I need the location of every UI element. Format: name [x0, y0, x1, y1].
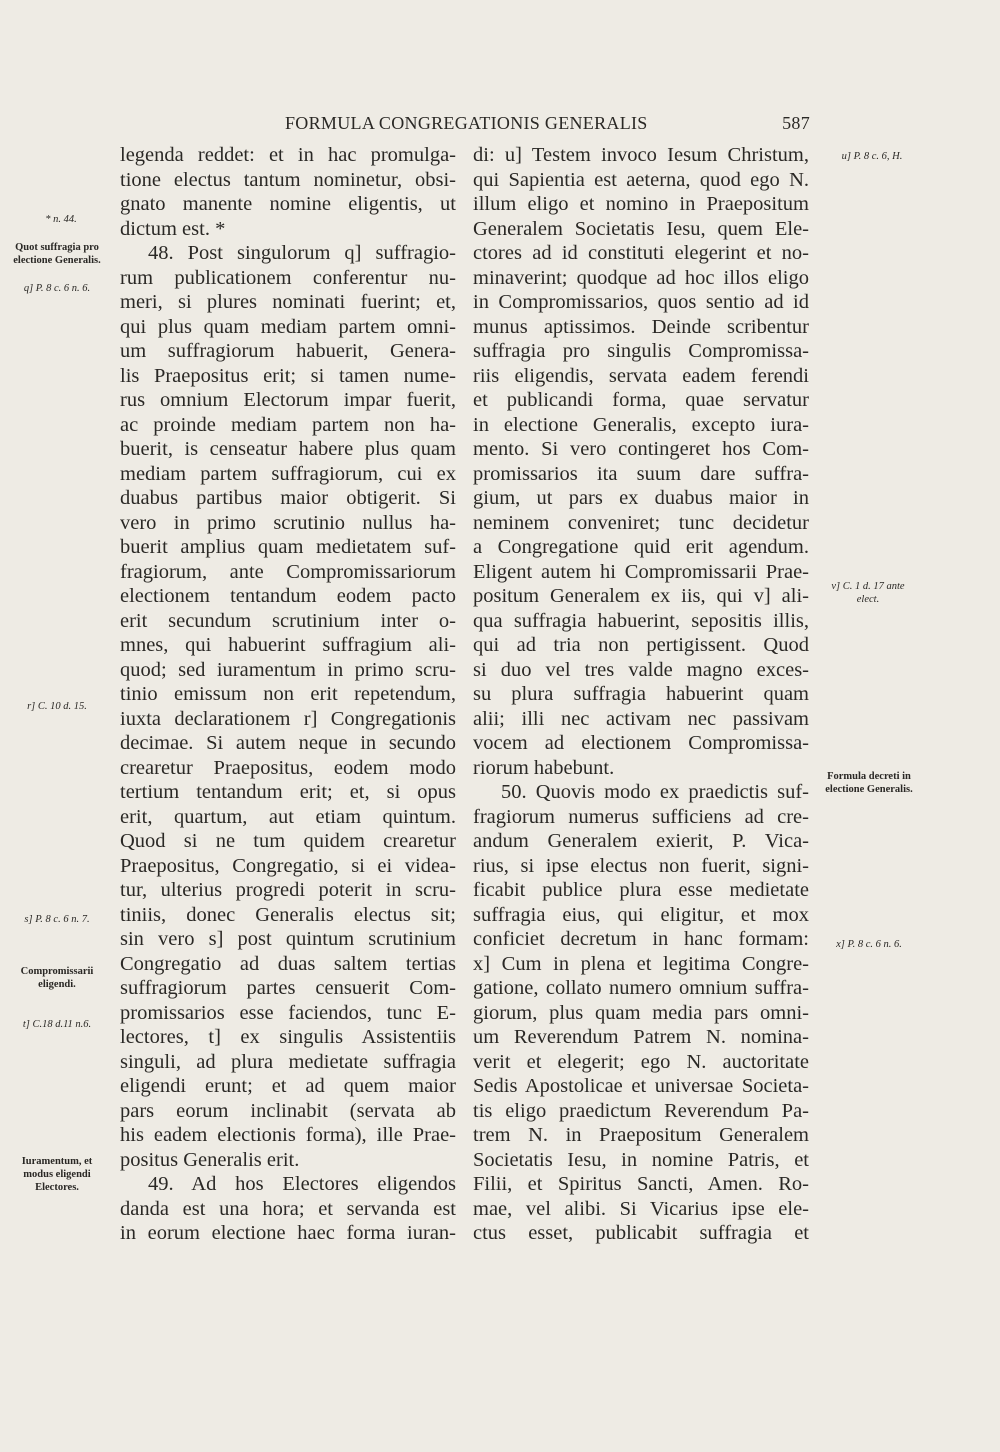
text-line: su plura suffragia habuerint quam	[473, 683, 809, 705]
text-line: mento. Si vero contingeret hos Com-	[473, 438, 809, 460]
margin-ref-t: t] C.18 d.11 n.6.	[22, 1019, 92, 1030]
text-line: a Congregatione quid erit agendum.	[473, 536, 809, 558]
text-line: et publicandi forma, quae servatur	[473, 389, 809, 411]
text-line: meri, si plures nominati fuerint; et,	[120, 291, 456, 313]
text-line: mae, vel alibi. Si Vicarius ipse ele-	[473, 1197, 809, 1220]
text-line: electionem tentandum eodem pacto	[120, 585, 456, 607]
text-line: suffragia pro singulis Compromissa-	[473, 340, 809, 362]
text-line: qui plus quam mediam partem omni-	[120, 315, 456, 338]
text-line: mediam partem suffragiorum, cui ex	[120, 462, 456, 485]
text-line: ctores ad id constituti elegerint et no-	[473, 242, 809, 264]
text-line: fragiorum, ante Compromissariorum	[120, 560, 456, 583]
text-line: munus aptissimos. Deinde scribentur	[473, 315, 809, 338]
text-line: qui Sapientia est aeterna, quod ego N.	[473, 168, 809, 191]
text-line: um Reverendum Patrem N. nomina-	[473, 1026, 809, 1048]
text-line: vero in primo scrutinio nullus ha-	[120, 511, 456, 534]
text-line: um suffragiorum habuerit, Genera-	[120, 340, 456, 362]
text-line: ctus esset, publicabit suffragia et	[473, 1222, 809, 1244]
text-line: minaverint; quodque ad hoc illos eligo	[473, 266, 809, 289]
text-line: lectores, t] ex singulis Assistentiis	[120, 1026, 456, 1048]
left-text-column	[120, 143, 456, 1246]
text-line: crearetur Praepositus, eodem modo	[120, 756, 456, 779]
text-line: buerit, is censeatur habere plus quam	[120, 438, 456, 460]
text-line: in electione Generalis, excepto iura-	[473, 413, 809, 436]
text-line: conficiet decretum in hanc formam:	[473, 928, 809, 950]
text-line: vocem ad electionem Compromissa-	[473, 732, 809, 754]
text-line: Praepositus, Congregatio, si ei videa-	[120, 854, 456, 877]
margin-heading-compromissarii: Compromissarii eligendi.	[20, 966, 94, 990]
text-line: positus Generalis erit.	[120, 1148, 300, 1171]
text-line: di: u] Testem invoco Iesum Christum,	[473, 144, 809, 166]
margin-ref-q: q] P. 8 c. 6 n. 6.	[23, 283, 91, 294]
margin-ref-x: x] P. 8 c. 6 n. 6.	[836, 939, 902, 950]
margin-ref-v: v] C. 1 d. 17 ante elect.	[831, 581, 905, 605]
text-line: decimae. Si autem neque in secundo	[120, 732, 456, 754]
margin-ref-s: s] P. 8 c. 6 n. 7.	[24, 914, 90, 925]
text-line: si duo vel tres valde magno exces-	[473, 658, 809, 681]
text-line: Societatis Iesu, in nomine Patris, et	[473, 1148, 809, 1171]
text-line: erit secundum scrutinium inter o-	[120, 609, 456, 632]
text-line: promissarios ita suum dare suffra-	[473, 462, 809, 485]
text-line: 49. Ad hos Electores eligendos	[148, 1173, 456, 1195]
text-line: riis eligendis, servata eadem ferendi	[473, 364, 809, 387]
text-line: illum eligo et nomino in Praepositum	[473, 193, 809, 215]
text-line: singuli, ad plura medietate suffragia	[120, 1050, 456, 1073]
text-line: ac proinde mediam partem non ha-	[120, 413, 456, 436]
text-line: rius, si ipse electus non fuerit, signi-	[473, 854, 809, 877]
text-line: ficabit publice plura esse medietate	[473, 879, 809, 901]
text-line: andum Generalem exierit, P. Vica-	[473, 830, 809, 852]
text-line: tur, ulterius progredi poterit in scru-	[120, 879, 456, 901]
text-line: Eligent autem hi Compromissarii Prae-	[473, 560, 809, 583]
margin-ref-r: r] C. 10 d. 15.	[27, 701, 87, 712]
text-line: gium, ut pars ex duabus maior in	[473, 487, 809, 509]
right-text-column	[473, 143, 809, 1246]
text-line: promissarios esse faciendos, tunc E-	[120, 1001, 456, 1024]
margin-heading-quot-suffragia: Quot suffragia pro electione Generalis.	[13, 242, 101, 266]
text-line: qua suffragia habuerint, sepositis illis,	[473, 609, 809, 632]
margin-ref-n44: * n. 44.	[45, 214, 77, 225]
margin-heading-formula-decreti: Formula decreti in electione Generalis.	[825, 771, 913, 795]
text-line: x] Cum in plena et legitima Congre-	[473, 952, 809, 975]
text-line: qui ad tria non pertigissent. Quod	[473, 634, 809, 656]
text-line: Generalem Societatis Iesu, quem Ele-	[473, 217, 809, 240]
text-line: suffragiorum partes censuerit Com-	[120, 977, 456, 999]
text-line: danda est una hora; et servanda est	[120, 1197, 456, 1220]
text-line: tertium tentandum erit; et, si opus	[120, 781, 456, 803]
text-line: tinio emissum non erit repetendum,	[120, 683, 456, 705]
text-line: riorum habebunt.	[473, 756, 615, 779]
text-line: legenda reddet: et in hac promulga-	[120, 144, 456, 166]
text-line: eligendi erunt; et ad quem maior	[120, 1075, 456, 1097]
text-line: 48. Post singulorum q] suffragio-	[148, 242, 456, 264]
margin-heading-iuramentum: Iuramentum, et modus eligendi Electores.	[21, 1156, 93, 1193]
text-line: 50. Quovis modo ex praedictis suf-	[501, 781, 809, 803]
text-line: in Compromissarios, quos sentio ad id	[473, 291, 809, 313]
running-title: FORMULA CONGREGATIONIS GENERALIS	[285, 113, 648, 133]
text-line: positum Generalem ex iis, qui v] ali-	[473, 585, 809, 607]
text-line: verit et elegerit; ego N. auctoritate	[473, 1050, 809, 1073]
text-line: neminem conveniret; tunc decidetur	[473, 511, 809, 534]
text-line: tiniis, donec Generalis electus sit;	[120, 903, 456, 926]
text-line: tis eligo praedictum Reverendum Pa-	[473, 1099, 809, 1122]
text-line: lis Praepositus erit; si tamen nume-	[120, 364, 456, 387]
text-line: pars eorum inclinabit (servata ab	[120, 1099, 456, 1122]
text-line: quod; sed iuramentum in primo scru-	[120, 658, 456, 681]
text-line: erit, quartum, aut etiam quintum.	[120, 805, 456, 828]
text-line: giorum, plus quam media pars omni-	[473, 1001, 809, 1024]
text-line: Quod si ne tum quidem crearetur	[120, 830, 456, 852]
text-line: mnes, qui habuerint suffragium ali-	[120, 634, 456, 656]
text-line: sin vero s] post quintum scrutinium	[120, 928, 456, 950]
page-number: 587	[782, 113, 810, 133]
text-line: Filii, et Spiritus Sancti, Amen. Ro-	[473, 1173, 809, 1195]
text-line: buerit amplius quam medietatem suf-	[120, 536, 456, 558]
text-line: tione electus tantum nominetur, obsi-	[120, 168, 456, 191]
margin-ref-u: u] P. 8 c. 6, H.	[841, 151, 903, 162]
text-line: alii; illi nec activam nec passivam	[473, 707, 809, 730]
text-line: dictum est. *	[120, 217, 226, 240]
text-line: rum publicationem conferentur nu-	[120, 266, 456, 289]
text-line: Sedis Apostolicae et universae Societa-	[473, 1075, 809, 1097]
text-line: fragiorum numerus sufficiens ad cre-	[473, 805, 809, 828]
text-line: in eorum electione haec forma iuran-	[120, 1222, 456, 1244]
text-line: his eadem electionis forma), ille Prae-	[120, 1124, 456, 1146]
text-line: Congregatio ad duas saltem tertias	[120, 952, 456, 975]
text-line: duabus partibus maior obtigerit. Si	[120, 487, 456, 509]
text-line: suffragia eius, qui eligitur, et mox	[473, 903, 809, 926]
text-line: trem N. in Praepositum Generalem	[473, 1124, 809, 1146]
running-header	[120, 113, 810, 141]
text-line: iuxta declarationem r] Congregationis	[120, 707, 456, 730]
text-line: rus omnium Electorum impar fuerit,	[120, 389, 456, 411]
text-line: gatione, collato numero omnium suffra-	[473, 977, 809, 999]
text-line: gnato manente nomine eligentis, ut	[120, 193, 456, 215]
